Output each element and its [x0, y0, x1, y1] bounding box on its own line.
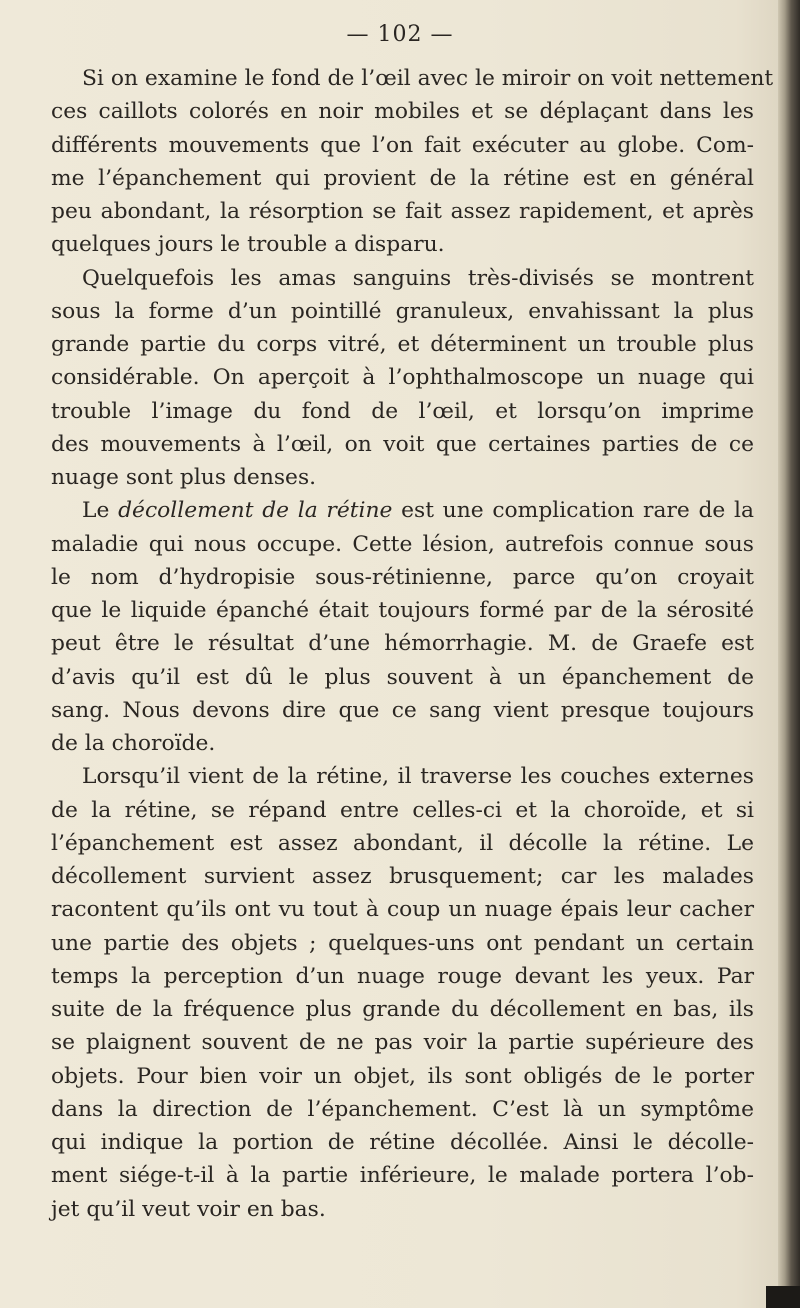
text-line: trouble l’image du fond de l’œil, et lorsqu’on imprime [51, 398, 754, 424]
text-line: l’épanchement est assez abondant, il décolle la rétine. Le [51, 830, 754, 856]
text-line: maladie qui nous occupe. Cette lésion, autrefois connue sous [51, 531, 754, 557]
text-line: Si on examine le fond de l’œil avec le miroir on voit nettement [82, 66, 774, 91]
text-line: me l’épanchement qui provient de la rétine est en général [51, 165, 754, 191]
paragraph-3 [51, 494, 754, 760]
text-line: ment siége-t-il à la partie inférieure, le malade portera l’ob- [51, 1163, 754, 1189]
text-line: racontent qu’ils ont vu tout à coup un nuage épais leur cacher [51, 897, 754, 923]
text-line: différents mouvements que l’on fait exécuter au globe. Com- [51, 132, 754, 158]
text-line: temps la perception d’un nuage rouge devant les yeux. Par [51, 963, 754, 989]
paragraph-2 [51, 262, 754, 495]
text-line: sang. Nous devons dire que ce sang vient presque toujours [51, 697, 754, 723]
text-line: dans la direction de l’épanchement. C’est là un symptôme [51, 1096, 754, 1122]
text-line: se plaignent souvent de ne pas voir la partie supérieure des [51, 1030, 754, 1056]
text-line: d’avis qu’il est dû le plus souvent à un épanchement de [51, 664, 754, 690]
text-line: jet qu’il veut voir en bas. [51, 1196, 326, 1222]
text-line: Lorsqu’il vient de la rétine, il traverse les couches externes [82, 764, 754, 790]
text-line: sous la forme d’un pointillé granuleux, envahissant la plus [51, 298, 754, 324]
text-line: des mouvements à l’œil, on voit que certaines parties de ce [51, 431, 754, 457]
text-line: considérable. On aperçoit à l’ophthalmoscope un nuage qui [51, 365, 754, 391]
text-line: grande partie du corps vitré, et déterminent un trouble plus [51, 332, 754, 357]
page-corner-shadow [766, 1286, 800, 1308]
page-number: — 102 — [346, 22, 454, 47]
text-line: décollement survient assez brusquement; car les malades [51, 864, 754, 889]
text-line: suite de la fréquence plus grande du décollement en bas, ils [51, 997, 754, 1022]
text-line: peut être le résultat d’une hémorrhagie. M. de Graefe est [51, 631, 754, 657]
text-line: objets. Pour bien voir un objet, ils sont obligés de le porter [51, 1063, 754, 1089]
body-text [51, 62, 774, 1226]
text-line: le nom d’hydropisie sous-rétinienne, parce qu’on croyait [51, 564, 754, 590]
text-line: Quelquefois les amas sanguins très-divisés se montrent [82, 265, 754, 291]
text-line: qui indique la portion de rétine décollée. Ainsi le décolle- [51, 1130, 754, 1155]
text-line [51, 494, 754, 527]
text-line: que le liquide épanché était toujours formé par de la sérosité [51, 598, 754, 623]
paragraph-4 [51, 760, 754, 1226]
text-line: une partie des objets ; quelques-uns ont pendant un certain [51, 930, 754, 956]
text-line: de la rétine, se répand entre celles-ci et la choroïde, et si [51, 797, 754, 823]
line-suffix: est une complication rare de la [392, 498, 754, 524]
italic-term: décollement de la rétine [118, 498, 393, 524]
text-line: de la choroïde. [51, 731, 216, 756]
paragraph-1 [51, 62, 774, 262]
page-edge-shadow [778, 0, 800, 1308]
text-line: peu abondant, la résorption se fait assez rapidement, et après [51, 199, 754, 224]
text-line: ces caillots colorés en noir mobiles et se déplaçant dans les [51, 99, 754, 125]
text-line: quelques jours le trouble a disparu. [51, 232, 445, 258]
text-line: nuage sont plus denses. [51, 465, 317, 490]
line-prefix: Le [82, 498, 119, 524]
